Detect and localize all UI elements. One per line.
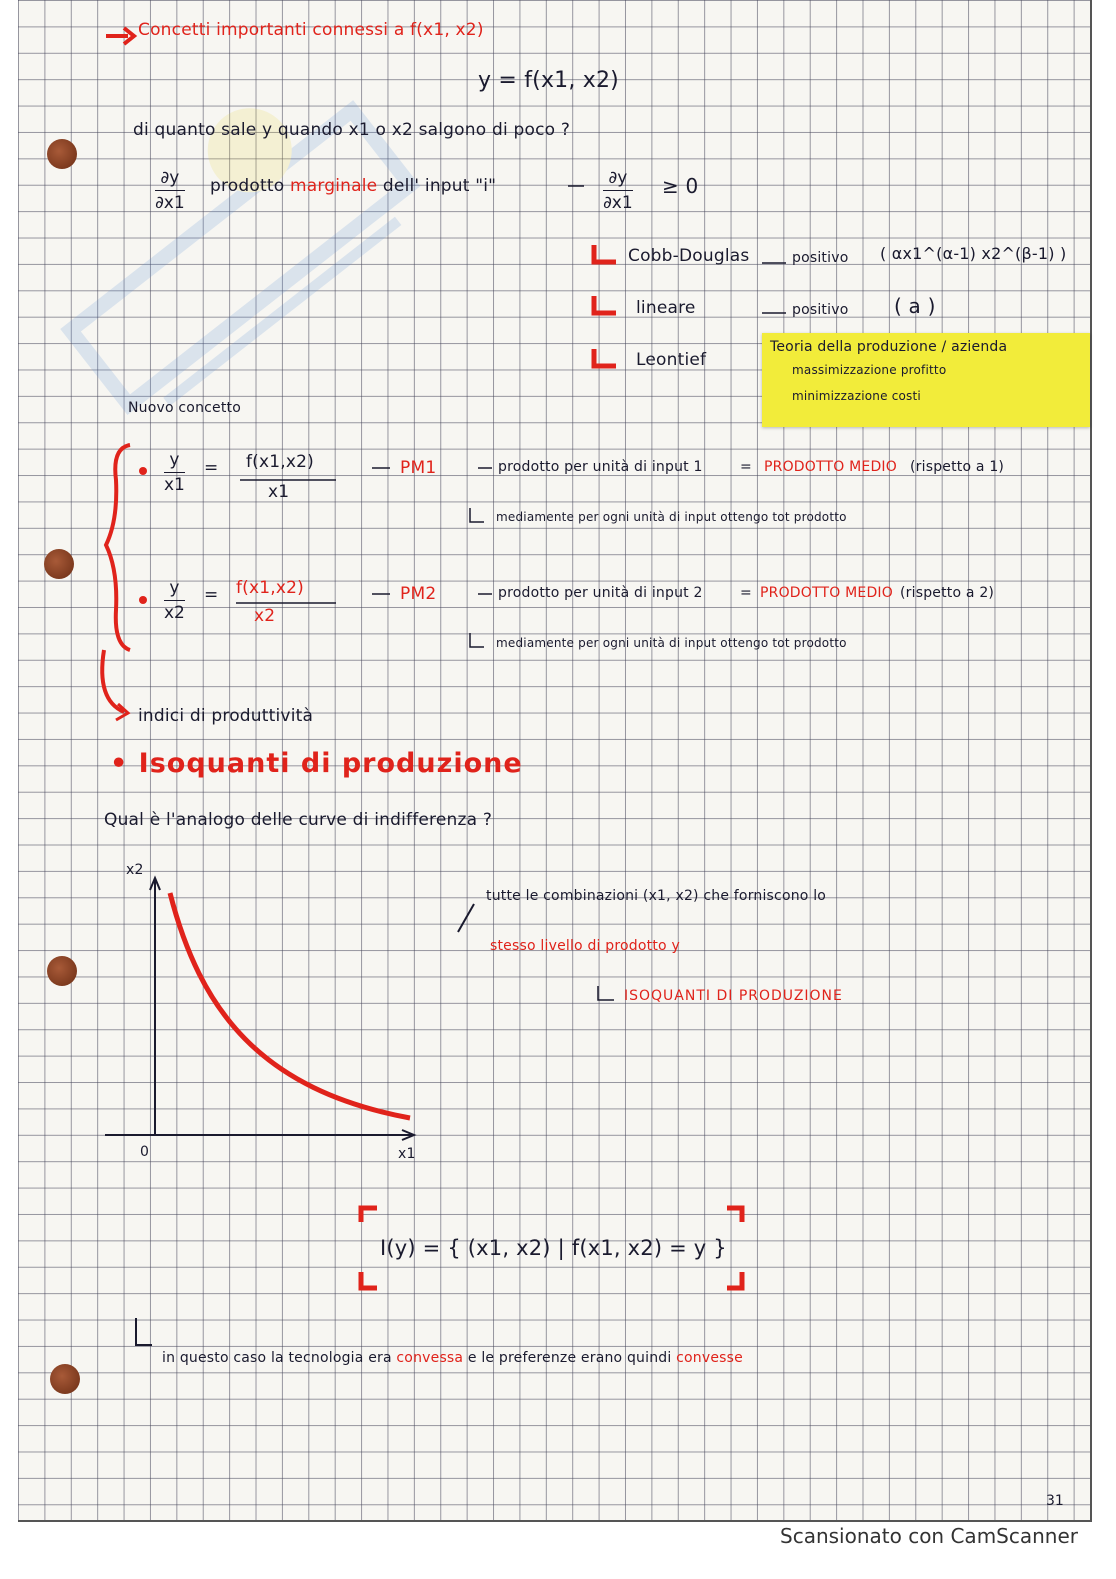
pm1-suffix: (rispetto a 1) (910, 459, 1005, 475)
production-function: y = f(x1, x2) (478, 68, 619, 93)
pm2-lhs-den: x2 (164, 603, 185, 623)
rhs-numerator: ∂y (608, 168, 628, 188)
case-name: Leontief (636, 350, 707, 370)
red-l-mark (594, 296, 616, 313)
conclusion-pre: in questo caso la tecnologia era (162, 1350, 392, 1366)
marginal-post: dell' input "i" (382, 176, 497, 196)
case-value: ( a ) (894, 294, 936, 318)
l-mark (470, 508, 484, 522)
red-brace (106, 445, 130, 650)
pm2-suffix: (rispetto a 2) (900, 585, 995, 601)
pointer-line (458, 904, 474, 932)
pm2-lhs-num: y (169, 578, 180, 598)
section-title-isoquants: • Isoquanti di produzione (110, 748, 523, 779)
conclusion (162, 1350, 743, 1366)
pm2-equals2: = (740, 585, 752, 601)
red-bracket-corner (727, 1272, 742, 1288)
graph-origin: 0 (140, 1144, 150, 1160)
marginal-text (210, 176, 496, 196)
heading: Concetti importanti connessi a f(x1, x2) (138, 20, 484, 40)
question-marginal: di quanto sale y quando x1 o x2 salgono di poco ? (133, 120, 571, 140)
pm2-mid-num: f(x1,x2) (236, 578, 305, 598)
rhs-denominator: ∂x1 (603, 193, 633, 213)
case-name: Cobb-Douglas (628, 246, 750, 266)
l-mark (470, 633, 484, 647)
marginal-pre: prodotto (210, 176, 285, 196)
isoquant-desc-2: stesso livello di prodotto y (490, 938, 680, 954)
sticky-title: Teoria della produzione / azienda (770, 339, 1008, 355)
case-arrow-label: positivo (792, 302, 849, 318)
l-mark (136, 1318, 152, 1345)
sticky-line-1: massimizzazione profitto (792, 363, 947, 377)
case-name: lineare (636, 298, 696, 318)
isoquant-desc-3: ISOQUANTI DI PRODUZIONE (624, 988, 843, 1004)
pm1-red: PRODOTTO MEDIO (764, 459, 897, 475)
sticky-line-2: minimizzazione costi (792, 389, 921, 403)
pm2-equals: = (204, 585, 219, 605)
pm2-label: PM2 (400, 584, 437, 604)
pm1-note: mediamente per ogni unità di input ottengo tot prodotto (496, 510, 847, 524)
marginal-relation: ≥ 0 (662, 174, 699, 198)
pm1-mid-den: x1 (268, 482, 290, 502)
productivity-indices: indici di produttività (138, 706, 314, 726)
question-analogue: Qual è l'analogo delle curve di indifferenza ? (104, 810, 493, 830)
pm1-equals2: = (740, 459, 752, 475)
sticky-note (762, 333, 1090, 427)
marginal-red: marginale (289, 176, 378, 196)
derivative-numerator: ∂y (160, 168, 180, 188)
pm1-lhs-num: y (169, 450, 180, 470)
pm1-mid-num: f(x1,x2) (246, 452, 315, 472)
red-bracket-corner (727, 1208, 742, 1222)
pm2-note: mediamente per ogni unità di input ottengo tot prodotto (496, 636, 847, 650)
red-bracket-corner (361, 1272, 377, 1288)
red-arrow (102, 650, 124, 712)
derivative-denominator: ∂x1 (155, 193, 185, 213)
red-bullet (139, 596, 147, 604)
red-l-mark (594, 245, 616, 262)
red-bracket-corner (361, 1208, 377, 1222)
pm2-lhs (164, 578, 185, 623)
conclusion-mid: e le preferenze erano quindi (467, 1350, 672, 1366)
isoquant-desc-1: tutte le combinazioni (x1, x2) che forniscono lo (486, 888, 827, 904)
l-mark (598, 986, 614, 1000)
pm1-label: PM1 (400, 458, 437, 478)
pm1-lhs-den: x1 (164, 475, 185, 495)
case-value: ( αx1^(α-1) x2^(β-1) ) (880, 244, 1067, 263)
new-concept-label: Nuovo concetto (128, 400, 242, 416)
red-l-mark (594, 349, 616, 366)
pm2-desc: prodotto per unità di input 2 (498, 585, 703, 601)
pm2-red: PRODOTTO MEDIO (760, 585, 893, 601)
pm2-mid-den: x2 (254, 606, 276, 626)
conclusion-red-1: convessa (396, 1350, 464, 1366)
pm1-equals: = (204, 458, 219, 478)
camscanner-footer: Scansionato con CamScanner (780, 1524, 1078, 1548)
marginal-derivative (155, 168, 185, 213)
case-arrow-label: positivo (792, 250, 849, 266)
marginal-rhs-derivative (603, 168, 633, 213)
isoquant-curve (170, 893, 410, 1118)
conclusion-red-2: convesse (676, 1350, 743, 1366)
graph-x-label: x1 (398, 1146, 416, 1162)
isoquant-set-formula: I(y) = { (x1, x2) | f(x1, x2) = y } (380, 1236, 727, 1260)
red-bullet (139, 467, 147, 475)
pm1-lhs (164, 450, 185, 495)
pm1-desc: prodotto per unità di input 1 (498, 459, 703, 475)
page-number: 31 (1046, 1493, 1064, 1509)
graph-y-label: x2 (126, 862, 144, 878)
